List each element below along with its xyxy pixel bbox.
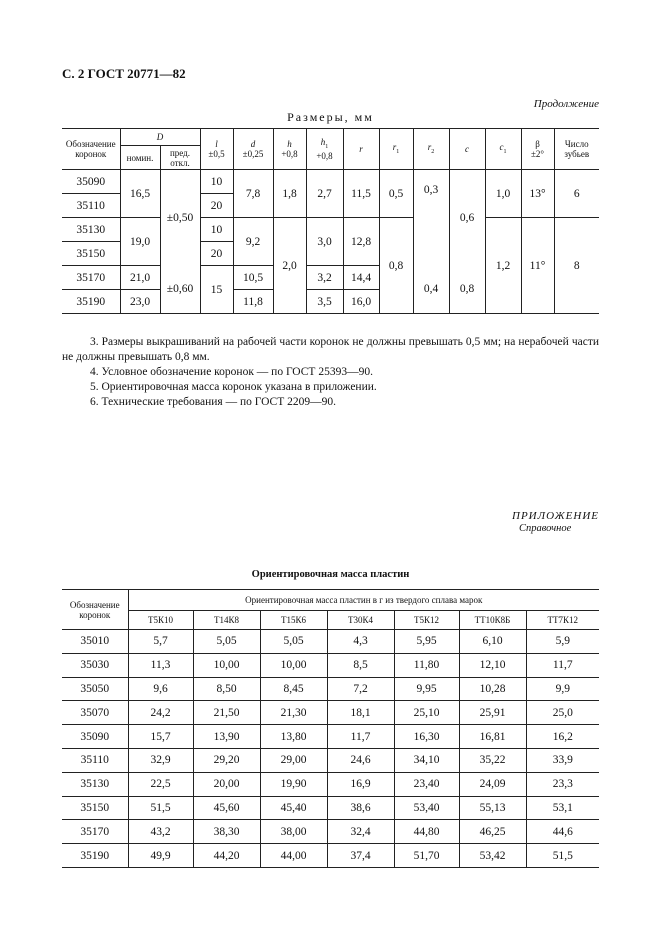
- cell-mass: 10,00: [260, 653, 327, 677]
- cell-mass: 15,7: [128, 725, 193, 749]
- cell-mass: 5,9: [526, 630, 599, 654]
- cell-mass: 11,80: [394, 653, 459, 677]
- mass-table: [62, 589, 599, 868]
- table-row: [62, 844, 599, 868]
- cell-mass: 29,20: [193, 748, 260, 772]
- cell-designation: 35050: [62, 677, 128, 701]
- cell-mass: 37,4: [327, 844, 394, 868]
- col-header-designation: Обозначение коронок: [62, 129, 120, 170]
- cell-r2: 0,3: [413, 170, 449, 266]
- col-header-d: d ±0,25: [233, 129, 273, 170]
- table-row: [62, 630, 599, 654]
- cell-mass: 32,4: [327, 820, 394, 844]
- col-header-r1: $r_1$: [379, 129, 413, 170]
- cell-designation: 35190: [62, 844, 128, 868]
- cell-mass: 5,05: [260, 630, 327, 654]
- cell-mass: 11,7: [526, 653, 599, 677]
- cell-mass: 9,9: [526, 677, 599, 701]
- cell-mass: 9,95: [394, 677, 459, 701]
- note-item: 6. Технические требования — по ГОСТ 2209—90.: [90, 396, 336, 408]
- cell-mass: 10,28: [459, 677, 526, 701]
- cell-mass: 16,2: [526, 725, 599, 749]
- cell-mass: 10,00: [193, 653, 260, 677]
- table-row: [62, 701, 599, 725]
- cell-mass: 25,10: [394, 701, 459, 725]
- cell-mass: 20,00: [193, 772, 260, 796]
- cell-mass: 49,9: [128, 844, 193, 868]
- cell-beta: 11°: [521, 218, 554, 314]
- cell-mass: 5,05: [193, 630, 260, 654]
- cell-mass: 43,2: [128, 820, 193, 844]
- cell-r: 11,5: [343, 170, 379, 218]
- cell-designation: 35130: [62, 218, 120, 242]
- table-row: [62, 677, 599, 701]
- cell-c1: 1,0: [485, 170, 521, 218]
- cell-r: 16,0: [343, 290, 379, 314]
- cell-D-nom: 16,5: [120, 170, 160, 218]
- col-header-grade: ТТ7К12: [526, 611, 599, 630]
- dimensions-table: [62, 128, 599, 314]
- cell-designation: 35190: [62, 290, 120, 314]
- cell-mass: 11,3: [128, 653, 193, 677]
- cell-mass: 45,40: [260, 796, 327, 820]
- cell-c1: 1,2: [485, 218, 521, 314]
- cell-mass: 7,2: [327, 677, 394, 701]
- continuation-label: Продолжение: [533, 98, 599, 110]
- cell-mass: 51,5: [526, 844, 599, 868]
- col-header-grade: Т5К12: [394, 611, 459, 630]
- col-header-grade: Т14К8: [193, 611, 260, 630]
- cell-designation: 35070: [62, 701, 128, 725]
- cell-designation: 35170: [62, 820, 128, 844]
- col-header-r: r: [343, 129, 379, 170]
- cell-mass: 24,6: [327, 748, 394, 772]
- col-header-D-tol: пред. откл.: [160, 146, 200, 170]
- cell-mass: 25,91: [459, 701, 526, 725]
- col-header-group: Ориентировочная масса пластин в г из твердого сплава марок: [128, 590, 599, 611]
- cell-mass: 35,22: [459, 748, 526, 772]
- cell-r: 14,4: [343, 266, 379, 290]
- cell-l: 10: [200, 218, 233, 242]
- cell-h1: 3,2: [306, 266, 343, 290]
- cell-mass: 24,09: [459, 772, 526, 796]
- cell-r1: 0,8: [379, 218, 413, 314]
- cell-D-tol: ±0,50: [160, 170, 200, 266]
- cell-designation: 35110: [62, 194, 120, 218]
- cell-l: 15: [200, 266, 233, 314]
- cell-mass: 32,9: [128, 748, 193, 772]
- col-header-h: h +0,8: [273, 129, 306, 170]
- col-header-c: c: [449, 129, 485, 170]
- cell-mass: 16,81: [459, 725, 526, 749]
- cell-mass: 4,3: [327, 630, 394, 654]
- cell-mass: 8,50: [193, 677, 260, 701]
- cell-mass: 51,5: [128, 796, 193, 820]
- cell-mass: 11,7: [327, 725, 394, 749]
- col-header-grade: Т5К10: [128, 611, 193, 630]
- cell-mass: 13,90: [193, 725, 260, 749]
- appendix-subtitle: Справочное: [519, 523, 572, 534]
- col-header-grade: Т15К6: [260, 611, 327, 630]
- col-header-D: D: [120, 129, 200, 146]
- cell-h: 2,0: [273, 218, 306, 314]
- cell-designation: 35090: [62, 170, 120, 194]
- cell-d: 7,8: [233, 170, 273, 218]
- cell-mass: 29,00: [260, 748, 327, 772]
- col-header-grade: Т30К4: [327, 611, 394, 630]
- cell-mass: 53,40: [394, 796, 459, 820]
- cell-mass: 8,5: [327, 653, 394, 677]
- page-header: С. 2 ГОСТ 20771—82: [62, 66, 186, 81]
- cell-mass: 16,9: [327, 772, 394, 796]
- col-header-l: l ±0,5: [200, 129, 233, 170]
- cell-mass: 12,10: [459, 653, 526, 677]
- col-header-designation: Обозначение коронок: [62, 590, 128, 630]
- cell-mass: 21,50: [193, 701, 260, 725]
- cell-h1: 3,5: [306, 290, 343, 314]
- cell-mass: 55,13: [459, 796, 526, 820]
- cell-d: 10,5: [233, 266, 273, 290]
- table-row: [62, 772, 599, 796]
- cell-mass: 44,00: [260, 844, 327, 868]
- mass-table-caption: Ориентировочная масса пластин: [251, 569, 410, 580]
- col-header-D-nom: номин.: [120, 146, 160, 170]
- cell-mass: 16,30: [394, 725, 459, 749]
- col-header-c1: $c_1$: [485, 129, 521, 170]
- cell-mass: 24,2: [128, 701, 193, 725]
- cell-teeth: 6: [554, 170, 599, 218]
- col-header-teeth: Число зубьев: [554, 129, 599, 170]
- cell-r2: 0,4: [413, 266, 449, 314]
- cell-r1: 0,5: [379, 170, 413, 218]
- cell-l: 20: [200, 242, 233, 266]
- cell-mass: 18,1: [327, 701, 394, 725]
- cell-c: 0,6: [449, 170, 485, 266]
- cell-designation: 35170: [62, 266, 120, 290]
- cell-c: 0,8: [449, 266, 485, 314]
- col-header-r2: $r_2$: [413, 129, 449, 170]
- cell-D-nom: 19,0: [120, 218, 160, 266]
- cell-h1: 3,0: [306, 218, 343, 266]
- cell-designation: 35130: [62, 772, 128, 796]
- cell-h1: 2,7: [306, 170, 343, 218]
- col-header-beta: β ±2°: [521, 129, 554, 170]
- cell-designation: 35010: [62, 630, 128, 654]
- cell-h: 1,8: [273, 170, 306, 218]
- cell-r: 12,8: [343, 218, 379, 266]
- sizes-caption: Размеры, мм: [287, 110, 374, 124]
- cell-designation: 35030: [62, 653, 128, 677]
- cell-mass: 51,70: [394, 844, 459, 868]
- cell-mass: 8,45: [260, 677, 327, 701]
- cell-mass: 22,5: [128, 772, 193, 796]
- cell-mass: 33,9: [526, 748, 599, 772]
- table-row: [62, 748, 599, 772]
- cell-mass: 44,80: [394, 820, 459, 844]
- cell-d: 9,2: [233, 218, 273, 266]
- cell-mass: 38,6: [327, 796, 394, 820]
- cell-d: 11,8: [233, 290, 273, 314]
- cell-mass: 5,7: [128, 630, 193, 654]
- col-header-h1: $h_1$ +0,8: [306, 129, 343, 170]
- cell-mass: 21,30: [260, 701, 327, 725]
- cell-mass: 53,1: [526, 796, 599, 820]
- note-item: 5. Ориентировочная масса коронок указана в приложении.: [90, 381, 377, 393]
- note-item: 4. Условное обозначение коронок — по ГОСТ 25393—90.: [90, 366, 373, 378]
- cell-beta: 13°: [521, 170, 554, 218]
- cell-designation: 35150: [62, 796, 128, 820]
- table-row: [62, 820, 599, 844]
- table-row: [62, 725, 599, 749]
- cell-D-tol: ±0,60: [160, 266, 200, 314]
- cell-mass: 46,25: [459, 820, 526, 844]
- note-item: 3. Размеры выкрашиваний на рабочей части коронок не должны превышать 0,5 мм; на нерабочей части не должны превышать 0,8 мм.: [62, 336, 599, 363]
- cell-l: 10: [200, 170, 233, 194]
- cell-mass: 25,0: [526, 701, 599, 725]
- cell-designation: 35150: [62, 242, 120, 266]
- cell-D-nom: 21,0: [120, 266, 160, 290]
- table-row: [62, 653, 599, 677]
- table-row: [62, 796, 599, 820]
- cell-mass: 23,40: [394, 772, 459, 796]
- cell-mass: 13,80: [260, 725, 327, 749]
- cell-mass: 9,6: [128, 677, 193, 701]
- cell-mass: 45,60: [193, 796, 260, 820]
- cell-designation: 35110: [62, 748, 128, 772]
- cell-teeth: 8: [554, 218, 599, 314]
- cell-mass: 38,30: [193, 820, 260, 844]
- appendix-title: ПРИЛОЖЕНИЕ: [512, 510, 599, 522]
- cell-mass: 44,20: [193, 844, 260, 868]
- cell-mass: 38,00: [260, 820, 327, 844]
- cell-mass: 44,6: [526, 820, 599, 844]
- cell-D-nom: 23,0: [120, 290, 160, 314]
- cell-designation: 35090: [62, 725, 128, 749]
- cell-mass: 23,3: [526, 772, 599, 796]
- cell-mass: 19,90: [260, 772, 327, 796]
- cell-mass: 53,42: [459, 844, 526, 868]
- notes: [62, 335, 599, 410]
- cell-mass: 6,10: [459, 630, 526, 654]
- cell-mass: 5,95: [394, 630, 459, 654]
- cell-mass: 34,10: [394, 748, 459, 772]
- cell-l: 20: [200, 194, 233, 218]
- col-header-grade: ТТ10К8Б: [459, 611, 526, 630]
